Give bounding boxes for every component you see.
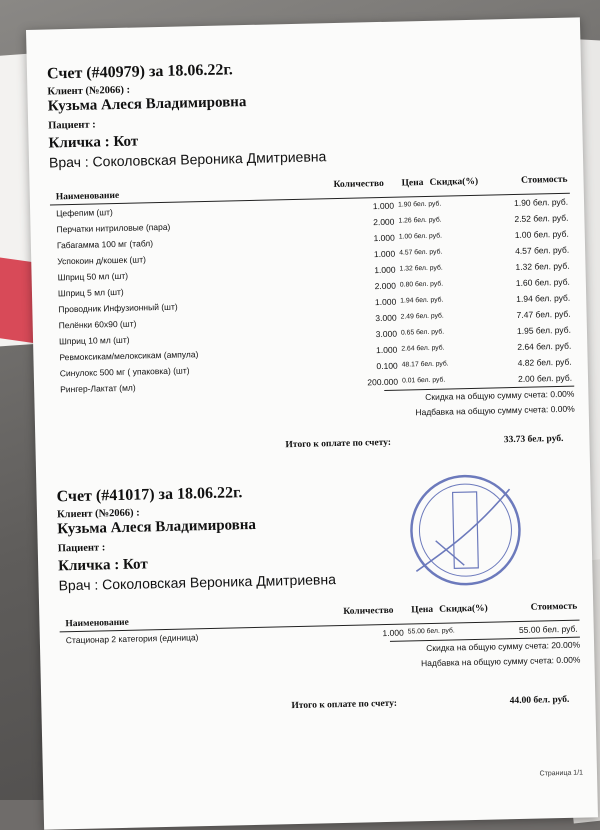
item-qty: 1.000 [373, 232, 395, 244]
item-cost: 1.94 бел. руб. [516, 292, 571, 304]
invoice-1 [47, 54, 576, 463]
header-name: Наименование [65, 617, 129, 630]
header-name: Наименование [55, 190, 120, 203]
item-qty: 1.000 [375, 344, 398, 356]
item-cost: 1.32 бел. руб. [515, 260, 570, 272]
item-price: 0.80 бел. руб. [399, 280, 444, 289]
item-name: Перчатки нитриловые (пара) [56, 221, 171, 235]
item-qty: 1.000 [372, 200, 395, 212]
markup-line: Надбавка на общую сумму счета: 0.00% [420, 654, 581, 669]
invoice-sheet [26, 17, 598, 829]
item-cost: 2.52 бел. руб. [514, 212, 569, 224]
discount-line: Скидка на общую сумму счета: 20.00% [426, 639, 581, 654]
patient-line: Пациент : [57, 542, 106, 555]
item-cost: 1.90 бел. руб. [513, 196, 569, 208]
client-id-line: Клиент (№2066) : [56, 507, 140, 521]
item-qty: 2.000 [373, 216, 395, 228]
item-qty: 3.000 [375, 328, 398, 340]
item-cost: 7.47 бел. руб. [516, 308, 571, 320]
item-name: Пелёнки 60x90 (шт) [58, 318, 137, 331]
item-qty: 200.000 [367, 376, 399, 388]
client-name: Кузьма Алеся Владимировна [47, 94, 247, 115]
header-qty: Количество [343, 605, 394, 617]
invoice-title: Счет (#40979) за 18.06.22г. [46, 61, 234, 83]
item-cost: 1.60 бел. руб. [515, 276, 570, 288]
item-qty: 3.000 [375, 312, 397, 324]
pet-name-line: Кличка : Кот [48, 133, 139, 152]
item-price: 0.65 бел. руб. [400, 328, 445, 337]
total-label: Итого к оплате по счету: [285, 437, 392, 451]
item-price: 0.01 бел. руб. [401, 376, 446, 385]
item-qty: 1.000 [374, 296, 397, 308]
item-price: 1.94 бел. руб. [400, 296, 444, 305]
invoice-title: Счет (#41017) за 18.06.22г. [56, 484, 243, 506]
item-qty: 2.000 [374, 280, 397, 292]
item-name: Ревмоксикам/мелоксикам (ампула) [59, 349, 199, 363]
item-price: 1.00 бел. руб. [398, 232, 443, 241]
item-cost: 2.00 бел. руб. [517, 372, 573, 384]
total-label: Итого к оплате по счету: [291, 698, 398, 712]
item-price: 2.49 бел. руб. [400, 312, 444, 321]
item-cost: 1.00 бел. руб. [514, 228, 569, 240]
header-discount: Скидка(%) [429, 176, 479, 188]
patient-line: Пациент : [48, 119, 96, 132]
client-id-line: Клиент (№2066) : [47, 84, 131, 98]
total-value: 33.73 бел. руб. [503, 433, 564, 446]
total-value: 44.00 бел. руб. [509, 694, 570, 707]
header-qty: Количество [333, 178, 384, 191]
discount-line: Скидка на общую сумму счета: 0.00% [425, 388, 575, 403]
header-price: Цена [401, 178, 424, 189]
header-price: Цена [411, 604, 434, 616]
item-qty: 1.000 [373, 248, 396, 260]
header-cost: Стоимость [520, 174, 568, 186]
item-price: 48.17 бел. руб. [401, 360, 449, 369]
doctor-line: Врач : Соколовская Вероника Дмитриевна [58, 571, 337, 594]
item-name: Синулокс 500 мг ( упаковка) (шт) [59, 365, 190, 379]
header-cost: Стоимость [530, 601, 578, 613]
item-name: Успокоин д/кошек (шт) [57, 254, 146, 267]
markup-line: Надбавка на общую сумму счета: 0.00% [415, 403, 575, 418]
item-cost: 55.00 бел. руб. [518, 623, 578, 635]
item-qty: 1.000 [374, 264, 396, 276]
item-price: 2.64 бел. руб. [401, 344, 445, 353]
item-name: Шприц 10 мл (шт) [58, 334, 130, 347]
item-qty: 0.100 [376, 360, 398, 372]
item-price: 4.57 бел. руб. [399, 248, 443, 257]
clinic-stamp-icon [404, 469, 527, 592]
items-list [50, 194, 574, 398]
doctor-line: Врач : Соколовская Вероника Дмитриевна [48, 148, 327, 171]
item-name: Шприц 5 мл (шт) [57, 286, 124, 299]
item-price: 1.90 бел. руб. [397, 200, 442, 209]
item-name: Стационар 2 категория (единица) [65, 632, 199, 646]
item-cost: 2.64 бел. руб. [517, 340, 572, 352]
pet-name-line: Кличка : Кот [57, 556, 148, 575]
item-name: Проводник Инфузионный (шт) [58, 301, 178, 315]
header-discount: Скидка(%) [439, 603, 488, 615]
item-cost: 4.57 бел. руб. [515, 244, 570, 256]
item-name: Шприц 50 мл (шт) [57, 270, 129, 283]
item-name: Цефепим (шт) [56, 207, 113, 219]
item-name: Рингер-Лактат (мл) [60, 382, 136, 395]
item-name: Габагамма 100 мг (табл) [56, 238, 154, 251]
page-number: Страница 1/1 [539, 769, 584, 778]
item-price: 1.26 бел. руб. [398, 216, 442, 225]
item-cost: 4.82 бел. руб. [517, 356, 572, 368]
item-cost: 1.95 бел. руб. [516, 324, 572, 336]
item-price: 55.00 бел. руб. [407, 627, 455, 636]
item-qty: 1.000 [382, 627, 404, 639]
item-price: 1.32 бел. руб. [399, 264, 443, 273]
client-name: Кузьма Алеся Владимировна [57, 516, 257, 538]
